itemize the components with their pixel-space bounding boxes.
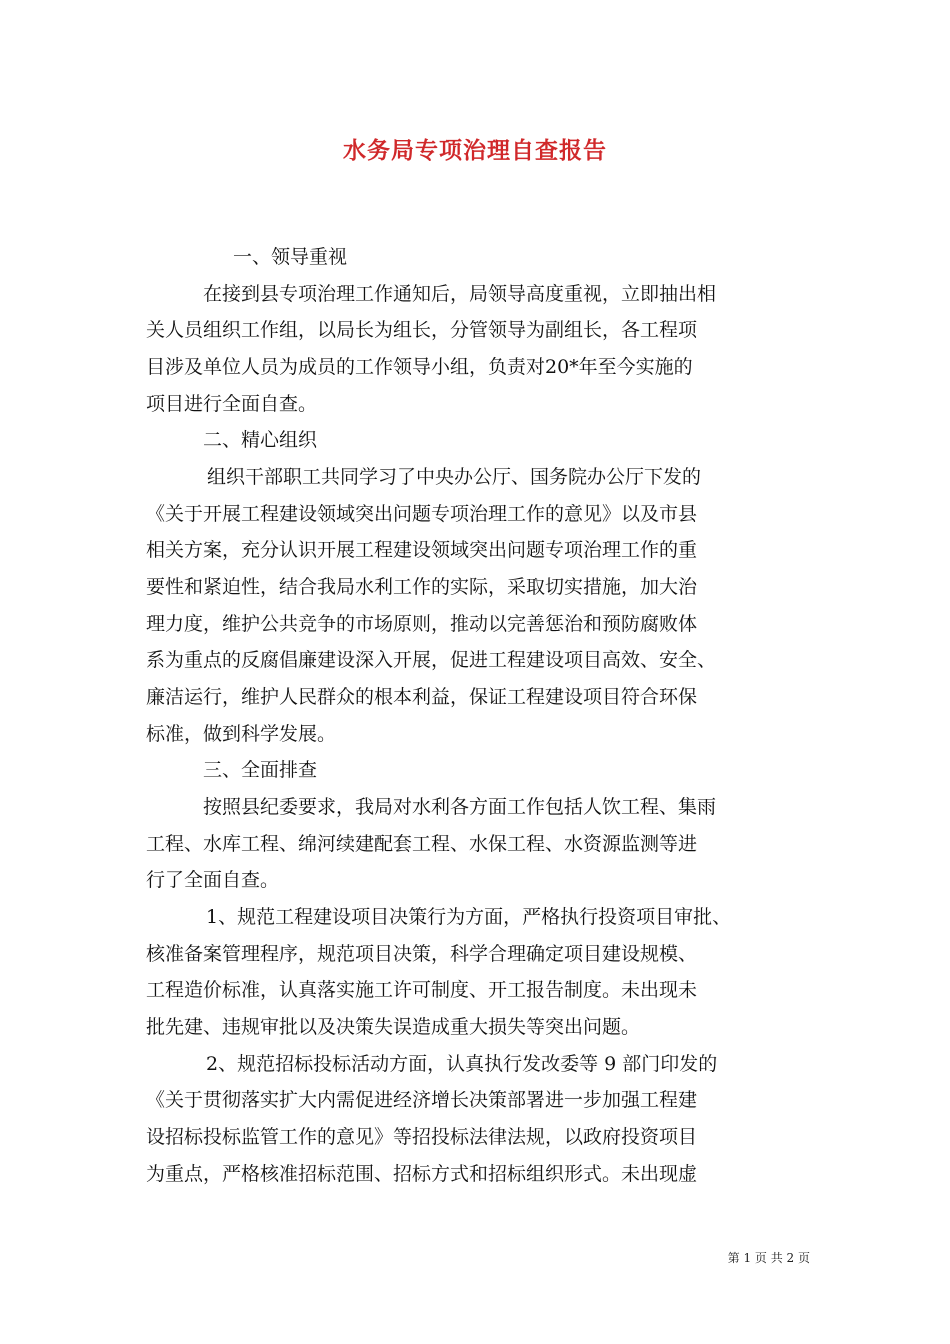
- heading-organization: 二、精心组织: [203, 429, 318, 451]
- paragraph-line: 核准备案管理程序，规范项目决策，科学合理确定项目建设规模、: [146, 943, 698, 965]
- paragraph-line: 设招标投标监管工作的意见》等招投标法律法规，以政府投资项目: [146, 1126, 698, 1148]
- paragraph-line: 批先建、违规审批以及决策失误造成重大损失等突出问题。: [146, 1016, 641, 1038]
- paragraph-line: 2、规范招标投标活动方面，认真执行发改委等 9 部门印发的: [206, 1053, 718, 1075]
- paragraph-line: 按照县纪委要求，我局对水利各方面工作包括人饮工程、集雨: [203, 796, 717, 818]
- paragraph-line: 工程造价标准，认真落实施工许可制度、开工报告制度。未出现未: [146, 979, 698, 1001]
- paragraph-line: 行了全面自查。: [146, 869, 280, 891]
- paragraph-line: 相关方案，充分认识开展工程建设领域突出问题专项治理工作的重: [146, 539, 698, 561]
- paragraph-line: 《关于开展工程建设领域突出问题专项治理工作的意见》以及市县: [146, 503, 698, 525]
- paragraph-line: 组织干部职工共同学习了中央办公厅、国务院办公厅下发的: [207, 466, 702, 488]
- paragraph-line: 系为重点的反腐倡廉建设深入开展，促进工程建设项目高效、安全、: [146, 649, 717, 671]
- paragraph-line: 目涉及单位人员为成员的工作领导小组，负责对20*年至今实施的: [146, 356, 693, 378]
- paragraph-line: 关人员组织工作组，以局长为组长，分管领导为副组长，各工程项: [146, 319, 698, 341]
- paragraph-line: 标准，做到科学发展。: [146, 723, 337, 745]
- paragraph-line: 项目进行全面自查。: [146, 393, 318, 415]
- heading-inspection: 三、全面排查: [203, 759, 318, 781]
- page-number: 第 1 页 共 2 页: [727, 1251, 810, 1265]
- paragraph-line: 1、规范工程建设项目决策行为方面，严格执行投资项目审批、: [206, 906, 732, 928]
- paragraph-line: 工程、水库工程、绵河续建配套工程、水保工程、水资源监测等进: [146, 833, 698, 855]
- document-title: 水务局专项治理自查报告: [343, 137, 607, 164]
- paragraph-line: 《关于贯彻落实扩大内需促进经济增长决策部署进一步加强工程建: [146, 1089, 698, 1111]
- paragraph-line: 在接到县专项治理工作通知后，局领导高度重视，立即抽出相: [203, 283, 717, 305]
- paragraph-line: 要性和紧迫性，结合我局水利工作的实际，采取切实措施，加大治: [146, 576, 698, 598]
- heading-leadership: 一、领导重视: [233, 246, 348, 268]
- paragraph-line: 廉洁运行，维护人民群众的根本利益，保证工程建设项目符合环保: [146, 686, 698, 708]
- paragraph-line: 为重点，严格核准招标范围、招标方式和招标组织形式。未出现虚: [146, 1163, 698, 1185]
- paragraph-line: 理力度，维护公共竞争的市场原则，推动以完善惩治和预防腐败体: [146, 613, 698, 635]
